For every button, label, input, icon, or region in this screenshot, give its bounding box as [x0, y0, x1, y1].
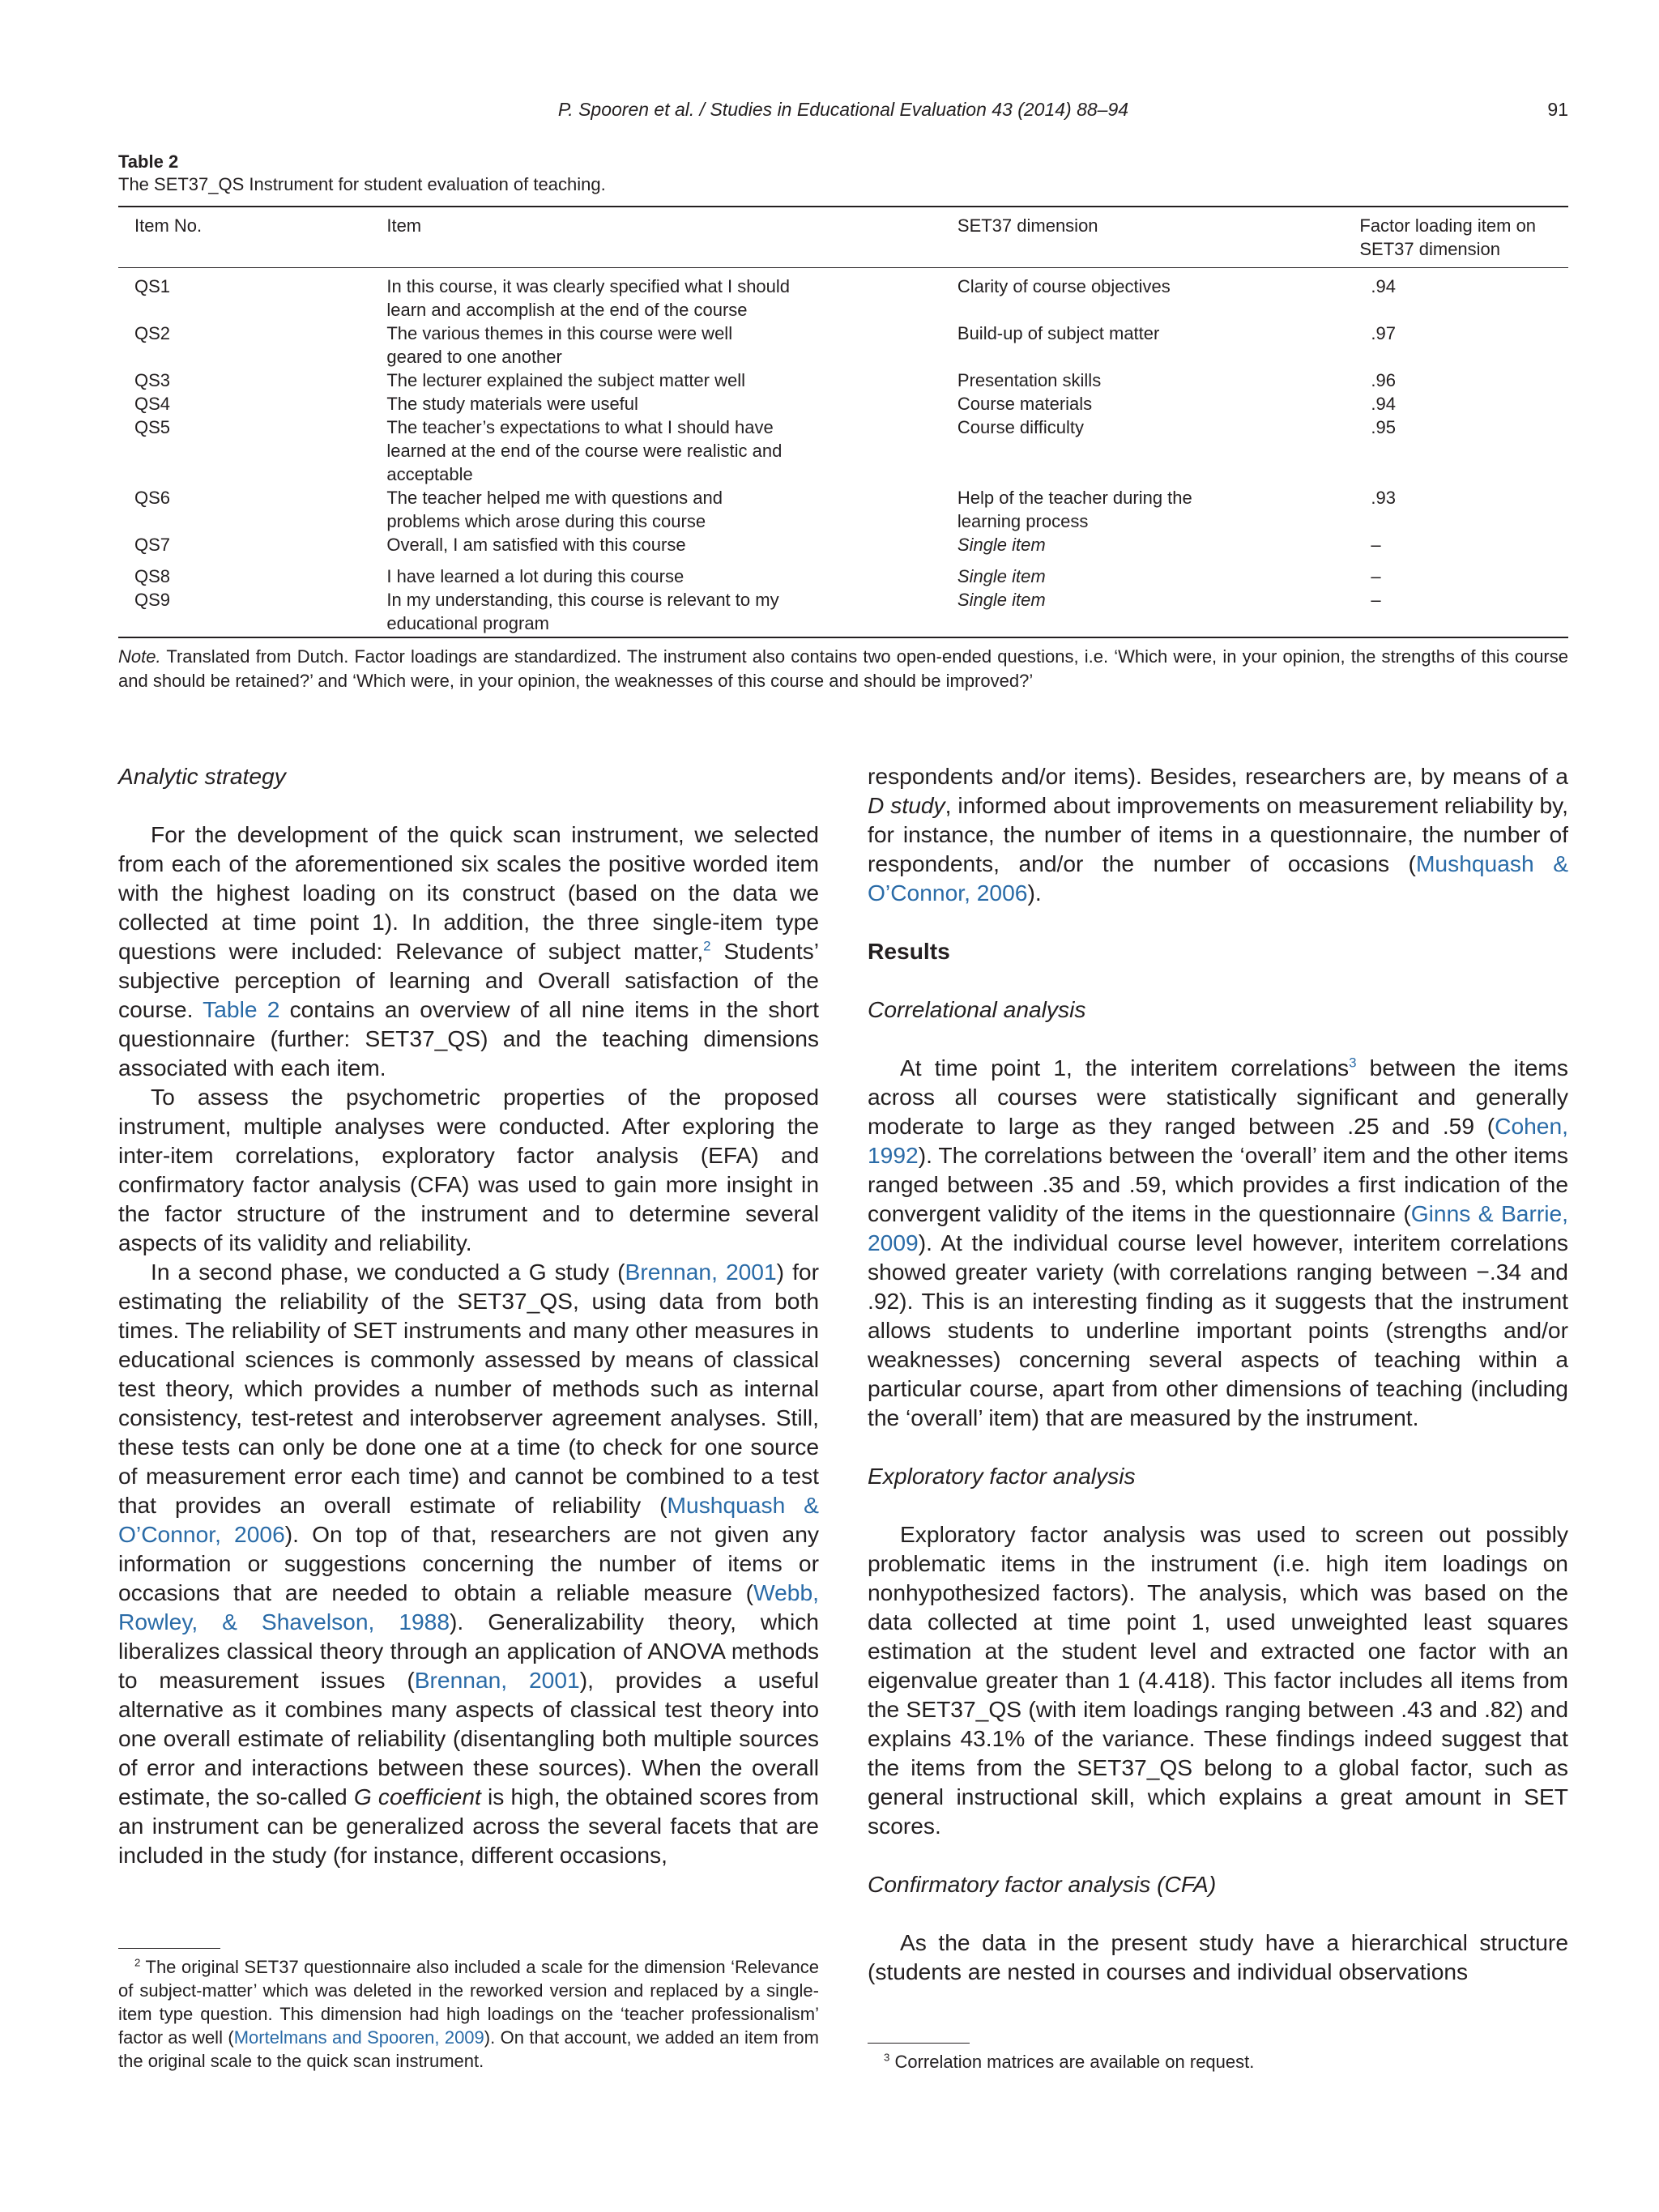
table-note	[118, 645, 1568, 693]
table-row	[118, 268, 1568, 322]
subsection-heading-efa: Exploratory factor analysis	[868, 1463, 1136, 1489]
cell-item-no: QS6	[134, 488, 171, 508]
cell-item	[386, 416, 957, 486]
cell-dimension	[957, 588, 1359, 637]
cell-item	[386, 533, 957, 556]
footnote-rule-left	[118, 1948, 220, 1949]
cell-item	[386, 565, 957, 588]
footnote-rule-right	[868, 2043, 970, 2044]
heading-gap	[868, 1490, 1568, 1519]
cell-item-text: The teacher helped me with questions and problems which arose during this course	[386, 488, 723, 531]
cell-dimension-text: Build-up of subject matter	[957, 323, 1160, 343]
text-run: ) for estimating the reliability of the SET37_QS, using data from both times. The reliability of SET instruments and many other measures in educational sciences is commonly assessed by means of classical test theory, which provides a number of methods such as internal consistency, test-retest and interobserver agreement analyses. Still, these tests can only be done one at a time (to check for one source of measurement error each time) and cannot be combined to a test that provides an overall estimate of reliability (	[118, 1259, 819, 1518]
cell-item	[386, 322, 957, 369]
cell-item-no: QS5	[134, 417, 171, 437]
citation-link[interactable]: Mushquash & O’Connor, 2006	[118, 1492, 819, 1547]
text-run: respondents and/or items). Besides, researchers are, by means of a	[868, 763, 1568, 789]
cell-dimension	[957, 322, 1359, 369]
footnote-3	[868, 2050, 1568, 2073]
right-column	[868, 761, 1568, 1986]
table-2	[118, 151, 1568, 693]
table-note-text: Translated from Dutch. Factor loadings are standardized. The instrument also contains two open-ended questions, i.e. ‘Which were, in your opinion, the strengths of this course and should be retained?’ and ‘Which were, in your opinion, the weaknesses of this course and should be improved?’	[118, 646, 1568, 691]
text-run: ). At the individual course level however, interitem correlations showed greater variety (with correlations ranging between −.34 and .92). This is an interesting finding as it suggests that the instrument allows students to underline important points (strengths and/or weaknesses) concerning several aspects of teaching within a particular course, apart from other dimensions of teaching (including the ‘overall’ item) that are measured by the instrument.	[868, 1230, 1568, 1430]
table-spacer-row	[118, 556, 1568, 565]
cell-dimension-text: Single item	[957, 535, 1046, 555]
text-run: ), provides a useful alternative as it combines many aspects of classical test theory into one overall estimate of reliability (disentangling both multiple sources of error and interactions between these sources). When the overall estimate, the so-called	[118, 1667, 819, 1809]
cell-item-no: QS9	[118, 588, 386, 637]
cell-item-no: QS1	[134, 276, 171, 296]
cell-dimension	[957, 392, 1359, 416]
cell-loading: .96	[1371, 370, 1396, 390]
citation-link[interactable]: Brennan, 2001	[414, 1667, 580, 1693]
section-heading-results: Results	[868, 938, 950, 964]
running-head: P. Spooren et al. / Studies in Educational Evaluation 43 (2014) 88–94 91	[557, 99, 1568, 120]
running-head-authors: P. Spooren et al.	[557, 99, 695, 120]
column-header-factor-loading-label: Factor loading item on SET37 dimension	[1359, 215, 1537, 259]
cell-item-text: The study materials were useful	[386, 394, 638, 414]
text-run: ). On top of that, researchers are not given any information or suggestions concerning the number of items or occasions that are needed to obtain a reliable measure (	[118, 1521, 819, 1605]
paragraph: To assess the psychometric properties of the proposed instrument, multiple analyses were conducted. After exploring the inter-item correlations, exploratory factor analysis (EFA) and confirmatory factor analysis (CFA) was used to gain more insight in the factor structure of the instrument and to determine several aspects of its validity and reliability.	[118, 1084, 819, 1255]
cell-dimension-text: Help of the teacher during the learning process	[957, 488, 1192, 531]
citation-link[interactable]: Cohen, 1992	[868, 1113, 1568, 1168]
cell-loading: .93	[1371, 488, 1396, 508]
text-run: At time point 1, the interitem correlations	[900, 1055, 1350, 1080]
table-caption: The SET37_QS Instrument for student evaluation of teaching.	[118, 174, 606, 194]
text-run: ).	[1027, 880, 1042, 906]
cell-item	[386, 369, 957, 392]
table-2-link[interactable]: Table 2	[203, 996, 280, 1022]
cell-dimension	[957, 416, 1359, 486]
text-run: , informed about improvements on measurement reliability by, for instance, the number of items in a questionnaire, the number of respondents, and/or the number of occasions (	[868, 792, 1568, 876]
text-run: Correlation matrices are available on request.	[894, 2052, 1255, 2072]
citation-link[interactable]: Mortelmans and Spooren, 2009	[233, 2027, 484, 2048]
text-run: ). On that account, we added an item from the original scale to the quick scan instrument.	[118, 2027, 819, 2071]
text-run: ). The correlations between the ‘overall’ item and the other items ranged between .35 and .59, which provides a first indication of the convergent validity of the items in the questionnaire (	[868, 1142, 1568, 1226]
text-run: between the items across all courses were statistically significant and generally moderate to large as they ranged between .25 and .59 (	[868, 1055, 1568, 1139]
table-row	[118, 392, 1568, 416]
table-row	[118, 588, 1568, 637]
cell-item-text: I have learned a lot during this course	[386, 566, 684, 586]
heading-gap	[118, 791, 819, 820]
cell-item	[386, 486, 957, 533]
footnote-3-text	[868, 2050, 1568, 2073]
cell-item-no: QS2	[134, 323, 171, 343]
table-row	[118, 565, 1568, 588]
cell-dimension	[957, 565, 1359, 588]
cell-item-text: In my understanding, this course is relevant to my educational program	[386, 590, 779, 633]
cell-dimension-text: Presentation skills	[957, 370, 1102, 390]
cell-item	[386, 588, 957, 637]
cell-loading: .94	[1371, 394, 1396, 414]
cell-dimension-text: Clarity of course objectives	[957, 276, 1171, 296]
heading-gap	[868, 1899, 1568, 1928]
cell-item-text: The teacher’s expectations to what I should have learned at the end of the course were realistic and acceptable	[386, 417, 783, 484]
heading-gap	[868, 907, 1568, 936]
column-header-item-no: Item No.	[118, 207, 386, 268]
cell-item-text: Overall, I am satisfied with this course	[386, 535, 686, 555]
cell-loading: –	[1371, 535, 1381, 555]
italic-term: D study	[868, 792, 945, 818]
heading-gap	[868, 1024, 1568, 1053]
page-number: 91	[1547, 99, 1568, 120]
cell-loading: –	[1371, 566, 1381, 586]
table-note-label: Note.	[118, 646, 161, 667]
paragraph: Exploratory factor analysis was used to screen out possibly problematic items in the instrument (i.e. high item loadings on nonhypothesized factors). The analysis, which was based on the data collected at time point 1, used unweighted least squares estimation at the student level and extracted one factor with an eigenvalue greater than 1 (4.418). This factor includes all items from the SET37_QS (with item loadings ranging between .43 and .82) and explains 43.1% of the variance. These findings indeed suggest that the items from the SET37_QS belong to a global factor, such as general instructional skill, which explains a great amount in SET scores.	[868, 1521, 1568, 1839]
table-row	[118, 322, 1568, 369]
section-heading-analytic-strategy: Analytic strategy	[118, 763, 286, 789]
cell-dimension	[957, 533, 1359, 556]
footnote-ref-2[interactable]: 2	[703, 938, 711, 954]
cell-loading: –	[1359, 588, 1568, 637]
cell-dimension	[957, 486, 1359, 533]
running-head-journal: Studies in Educational Evaluation 43 (2014) 88–94	[710, 99, 1129, 120]
set37-qs-table	[118, 206, 1568, 638]
table-label: Table 2	[118, 151, 179, 172]
text-run: ). Generalizability theory, which liberalizes classical theory through an application of ANOVA methods to measurement issues (	[118, 1609, 819, 1693]
cell-item-no: QS4	[134, 394, 171, 414]
paragraph	[118, 820, 819, 1082]
column-header-factor-loading	[1359, 207, 1568, 268]
text-run: For the development of the quick scan instrument, we selected from each of the aforementioned six scales the positive worded item with the highest loading on its construct (based on the data we collected at time point 1). In addition, the three single-item type questions were included: Relevance of subject matter,	[118, 821, 819, 964]
citation-link[interactable]: Brennan, 2001	[625, 1259, 777, 1285]
cell-loading: .95	[1371, 417, 1396, 437]
text-run: is high, the obtained scores from an instrument can be generalized across the several facets that are included in the study (for instance, different occasions,	[118, 1784, 819, 1868]
subsection-heading-correlational: Correlational analysis	[868, 996, 1086, 1022]
cell-item	[386, 268, 957, 322]
paragraph: As the data in the present study have a hierarchical structure (students are nested in courses and individual observations	[868, 1929, 1568, 1984]
cell-item-no: QS3	[134, 370, 171, 390]
subsection-heading-cfa: Confirmatory factor analysis (CFA)	[868, 1871, 1217, 1897]
heading-gap	[868, 1840, 1568, 1869]
column-header-dimension: SET37 dimension	[957, 207, 1359, 268]
cell-item-no: QS8	[134, 566, 171, 586]
cell-dimension	[957, 268, 1359, 322]
cell-item-text: The various themes in this course were well geared to one another	[386, 323, 733, 367]
heading-gap	[868, 965, 1568, 995]
column-header-item: Item	[386, 207, 957, 268]
cell-loading: .94	[1371, 276, 1396, 296]
table-row	[118, 486, 1568, 533]
text-run: Students’ subjective perception of learning and Overall satisfaction of the course.	[118, 938, 820, 1022]
cell-dimension-text: Course difficulty	[957, 417, 1084, 437]
cell-loading: .97	[1371, 323, 1396, 343]
citation-link[interactable]: Mushquash & O’Connor, 2006	[868, 850, 1568, 906]
footnote-3-number: 3	[884, 2051, 890, 2064]
left-column	[118, 761, 819, 1869]
footnote-ref-3[interactable]: 3	[1349, 1055, 1357, 1071]
cell-dimension	[957, 369, 1359, 392]
table-row	[118, 533, 1568, 556]
cell-item-text: In this course, it was clearly specified what I should learn and accomplish at the end of the course	[386, 276, 791, 320]
cell-item-text: The lecturer explained the subject matter well	[386, 370, 746, 390]
text-run: In a second phase, we conducted a G study (	[151, 1259, 625, 1285]
cell-item-no: QS7	[134, 535, 171, 555]
text-run: The original SET37 questionnaire also included a scale for the dimension ‘Relevance of subject-matter’ which was deleted in the reworked version and replaced by a single-item type question. This dimension had high loadings on the ‘teacher professionalism’ factor as well (	[118, 1957, 819, 2048]
italic-term: G coefficient	[353, 1784, 481, 1809]
cell-dimension-text: Course materials	[957, 394, 1093, 414]
citation-link[interactable]: Webb, Rowley, & Shavelson, 1988	[118, 1579, 819, 1634]
table-row	[118, 416, 1568, 486]
paragraph	[118, 1257, 819, 1869]
text-run: contains an overview of all nine items in the short questionnaire (further: SET37_QS) and the teaching dimensions associated with each item.	[118, 996, 819, 1080]
footnote-2-text	[118, 1955, 819, 2073]
table-header-row	[118, 207, 1568, 268]
cell-item	[386, 392, 957, 416]
cell-dimension-text: Single item	[957, 590, 1046, 610]
footnote-2-number: 2	[134, 1956, 141, 1969]
table-spacer-cell	[118, 556, 1568, 565]
cell-dimension-text: Single item	[957, 566, 1046, 586]
footnote-2	[118, 1955, 819, 2073]
paragraph	[868, 1053, 1568, 1432]
heading-gap	[868, 1432, 1568, 1461]
table-row	[118, 369, 1568, 392]
paragraph	[868, 761, 1568, 907]
citation-link[interactable]: Ginns & Barrie, 2009	[868, 1200, 1568, 1255]
